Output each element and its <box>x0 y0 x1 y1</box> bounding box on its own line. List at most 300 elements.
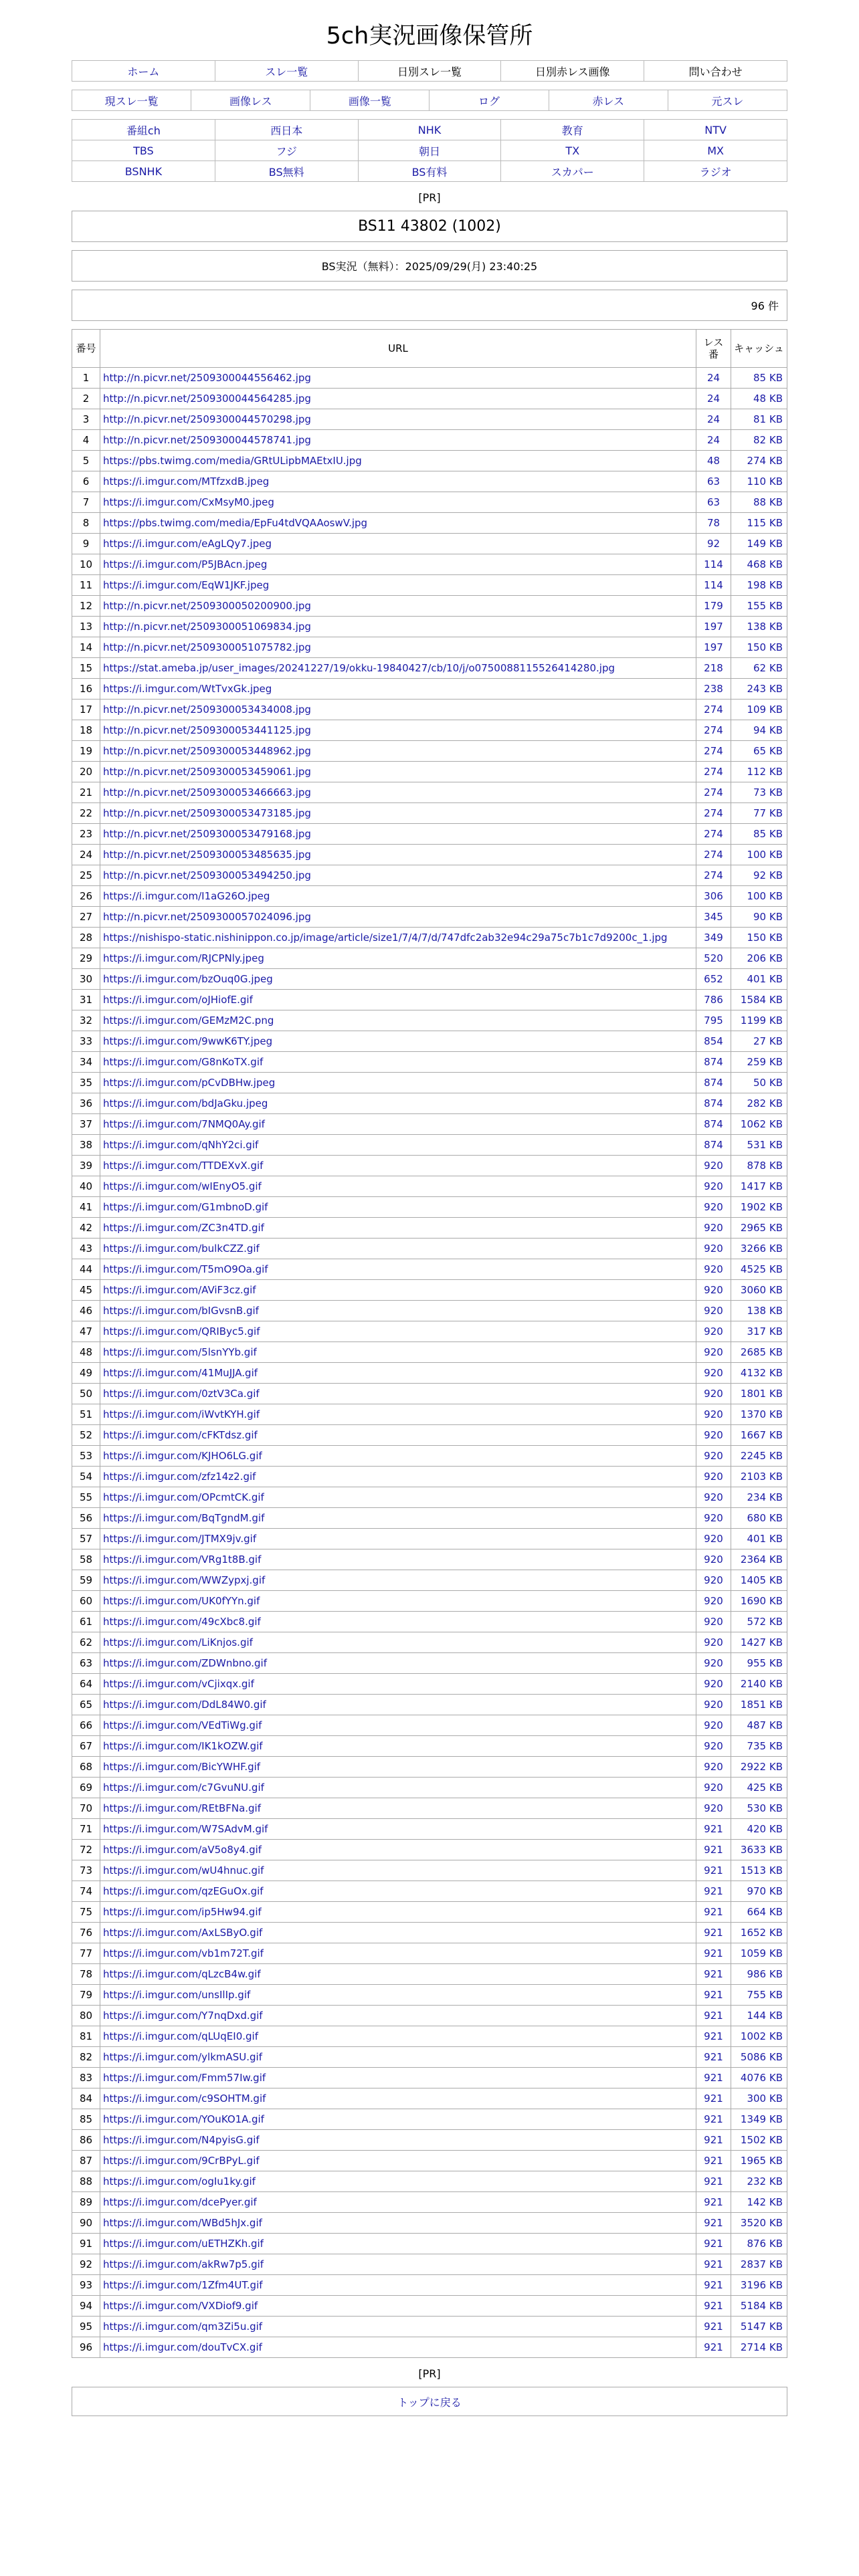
image-url-link[interactable]: http://n.picvr.net/2509300053485635.jpg <box>103 849 311 861</box>
image-url-cell[interactable] <box>100 948 696 969</box>
image-url-link[interactable]: https://i.imgur.com/OPcmtCK.gif <box>103 1491 264 1503</box>
cache-size-cell[interactable] <box>731 1902 787 1923</box>
image-url-cell[interactable] <box>100 658 696 679</box>
nav-current-threads[interactable] <box>72 90 191 111</box>
res-number-cell[interactable] <box>696 2068 731 2088</box>
cache-size-cell[interactable] <box>731 1674 787 1695</box>
image-url-cell[interactable] <box>100 2275 696 2296</box>
image-url-cell[interactable] <box>100 679 696 700</box>
image-url-link[interactable]: https://i.imgur.com/0ztV3Ca.gif <box>103 1388 260 1400</box>
cache-size-link[interactable]: 81 KB <box>753 413 783 425</box>
image-url-cell[interactable] <box>100 1467 696 1487</box>
res-number-link[interactable]: 921 <box>704 2258 723 2270</box>
cache-size-cell[interactable] <box>731 2192 787 2213</box>
cache-size-cell[interactable] <box>731 2317 787 2337</box>
image-url-cell[interactable] <box>100 969 696 990</box>
cache-size-cell[interactable] <box>731 720 787 741</box>
cache-size-cell[interactable] <box>731 2171 787 2192</box>
res-number-link[interactable]: 197 <box>704 641 723 653</box>
image-url-cell[interactable] <box>100 637 696 658</box>
res-number-cell[interactable] <box>696 575 731 596</box>
image-url-cell[interactable] <box>100 534 696 554</box>
cache-size-cell[interactable] <box>731 2130 787 2151</box>
cache-size-cell[interactable] <box>731 1860 787 1881</box>
cache-size-cell[interactable] <box>731 928 787 948</box>
image-url-cell[interactable] <box>100 700 696 720</box>
image-url-cell[interactable] <box>100 1902 696 1923</box>
res-number-link[interactable]: 921 <box>704 1968 723 1980</box>
image-url-cell[interactable] <box>100 1010 696 1031</box>
res-number-link[interactable]: 874 <box>704 1097 723 1109</box>
res-number-cell[interactable] <box>696 1467 731 1487</box>
image-url-cell[interactable] <box>100 1612 696 1632</box>
image-url-cell[interactable] <box>100 1778 696 1798</box>
cache-size-cell[interactable] <box>731 2254 787 2275</box>
cache-size-cell[interactable] <box>731 471 787 492</box>
res-number-link[interactable]: 920 <box>704 1222 723 1234</box>
cache-size-cell[interactable] <box>731 1073 787 1093</box>
cache-size-link[interactable]: 100 KB <box>747 849 783 861</box>
image-url-link[interactable]: https://i.imgur.com/bzOuq0G.jpeg <box>103 973 273 985</box>
cache-size-link[interactable]: 232 KB <box>747 2175 783 2187</box>
res-number-link[interactable]: 238 <box>704 683 723 695</box>
cache-size-link[interactable]: 1513 KB <box>740 1864 783 1876</box>
channel-cell[interactable] <box>644 161 787 182</box>
cache-size-cell[interactable] <box>731 492 787 513</box>
image-url-cell[interactable] <box>100 1280 696 1301</box>
res-number-link[interactable]: 920 <box>704 1450 723 1462</box>
res-number-cell[interactable] <box>696 1031 731 1052</box>
res-number-link[interactable]: 274 <box>704 849 723 861</box>
res-number-link[interactable]: 920 <box>704 1574 723 1586</box>
image-url-link[interactable]: https://i.imgur.com/EqW1JKF.jpeg <box>103 579 270 591</box>
nav-home-link[interactable]: ホーム <box>127 65 160 78</box>
image-url-cell[interactable] <box>100 409 696 430</box>
image-url-cell[interactable] <box>100 1570 696 1591</box>
image-url-link[interactable]: http://n.picvr.net/2509300057024096.jpg <box>103 911 311 923</box>
image-url-link[interactable]: https://i.imgur.com/BqTgndM.gif <box>103 1512 265 1524</box>
image-url-link[interactable]: https://i.imgur.com/vCjixqx.gif <box>103 1678 254 1690</box>
image-url-link[interactable]: https://i.imgur.com/5lsnYYb.gif <box>103 1346 257 1358</box>
image-url-cell[interactable] <box>100 1239 696 1259</box>
cache-size-cell[interactable] <box>731 430 787 451</box>
res-number-link[interactable]: 652 <box>704 973 723 985</box>
res-number-link[interactable]: 78 <box>706 517 721 529</box>
res-number-link[interactable]: 920 <box>704 1616 723 1628</box>
cache-size-link[interactable]: 1801 KB <box>740 1388 783 1400</box>
cache-size-link[interactable]: 88 KB <box>753 496 783 508</box>
cache-size-link[interactable]: 4132 KB <box>740 1367 783 1379</box>
res-number-cell[interactable] <box>696 1840 731 1860</box>
cache-size-cell[interactable] <box>731 2088 787 2109</box>
res-number-cell[interactable] <box>696 1736 731 1757</box>
image-url-link[interactable]: http://n.picvr.net/2509300044556462.jpg <box>103 372 311 384</box>
res-number-link[interactable]: 920 <box>704 1595 723 1607</box>
cache-size-cell[interactable] <box>731 1446 787 1467</box>
res-number-cell[interactable] <box>696 741 731 762</box>
cache-size-cell[interactable] <box>731 617 787 637</box>
cache-size-link[interactable]: 110 KB <box>747 475 783 488</box>
nav-log[interactable] <box>430 90 549 111</box>
res-number-link[interactable]: 274 <box>704 704 723 716</box>
image-url-link[interactable]: https://i.imgur.com/qLzcB4w.gif <box>103 1968 261 1980</box>
res-number-cell[interactable] <box>696 803 731 824</box>
image-url-link[interactable]: https://i.imgur.com/ip5Hw94.gif <box>103 1906 262 1918</box>
image-url-link[interactable]: https://stat.ameba.jp/user_images/20241227/19/okku-19840427/cb/10/j/o0750088115526414280.jpg <box>103 662 615 674</box>
cache-size-link[interactable]: 142 KB <box>747 2196 783 2208</box>
res-number-cell[interactable] <box>696 658 731 679</box>
cache-size-link[interactable]: 425 KB <box>747 1782 783 1794</box>
cache-size-link[interactable]: 664 KB <box>747 1906 783 1918</box>
image-url-cell[interactable] <box>100 907 696 928</box>
image-url-link[interactable]: https://i.imgur.com/WBd5hJx.gif <box>103 2217 262 2229</box>
image-url-link[interactable]: http://n.picvr.net/2509300044570298.jpg <box>103 413 311 425</box>
image-url-link[interactable]: https://i.imgur.com/P5JBAcn.jpeg <box>103 558 268 570</box>
cache-size-link[interactable]: 73 KB <box>753 786 783 798</box>
cache-size-link[interactable]: 5147 KB <box>740 2321 783 2333</box>
cache-size-link[interactable]: 1370 KB <box>740 1408 783 1420</box>
cache-size-link[interactable]: 2103 KB <box>740 1471 783 1483</box>
image-url-link[interactable]: http://n.picvr.net/2509300051069834.jpg <box>103 621 311 633</box>
image-url-link[interactable]: https://i.imgur.com/DdL84W0.gif <box>103 1699 266 1711</box>
cache-size-link[interactable]: 420 KB <box>747 1823 783 1835</box>
cache-size-link[interactable]: 4525 KB <box>740 1263 783 1275</box>
image-url-link[interactable]: https://i.imgur.com/WtTvxGk.jpeg <box>103 683 272 695</box>
cache-size-link[interactable]: 2140 KB <box>740 1678 783 1690</box>
res-number-link[interactable]: 920 <box>704 1408 723 1420</box>
image-url-cell[interactable] <box>100 1052 696 1073</box>
image-url-cell[interactable] <box>100 430 696 451</box>
cache-size-cell[interactable] <box>731 1052 787 1073</box>
image-url-link[interactable]: https://i.imgur.com/7NMQ0Ay.gif <box>103 1118 265 1130</box>
cache-size-cell[interactable] <box>731 1280 787 1301</box>
res-number-link[interactable]: 114 <box>704 558 723 570</box>
image-url-link[interactable]: https://i.imgur.com/aV5o8y4.gif <box>103 1844 262 1856</box>
res-number-cell[interactable] <box>696 1114 731 1135</box>
image-url-link[interactable]: https://i.imgur.com/GEMzM2C.png <box>103 1014 274 1027</box>
res-number-link[interactable]: 274 <box>704 828 723 840</box>
image-url-link[interactable]: http://n.picvr.net/2509300053494250.jpg <box>103 869 311 881</box>
cache-size-cell[interactable] <box>731 1114 787 1135</box>
res-number-cell[interactable] <box>696 1239 731 1259</box>
cache-size-link[interactable]: 138 KB <box>747 1305 783 1317</box>
res-number-cell[interactable] <box>696 1715 731 1736</box>
channel-link[interactable]: 朝日 <box>418 144 440 158</box>
cache-size-link[interactable]: 1667 KB <box>740 1429 783 1441</box>
image-url-cell[interactable] <box>100 2171 696 2192</box>
res-number-cell[interactable] <box>696 720 731 741</box>
res-number-cell[interactable] <box>696 2213 731 2234</box>
image-url-cell[interactable] <box>100 845 696 865</box>
cache-size-cell[interactable] <box>731 886 787 907</box>
image-url-link[interactable]: https://pbs.twimg.com/media/GRtULipbMAEtxIU.jpg <box>103 455 362 467</box>
res-number-link[interactable]: 921 <box>704 2321 723 2333</box>
image-url-cell[interactable] <box>100 782 696 803</box>
res-number-link[interactable]: 306 <box>704 890 723 902</box>
cache-size-link[interactable]: 149 KB <box>747 538 783 550</box>
cache-size-cell[interactable] <box>731 907 787 928</box>
cache-size-link[interactable]: 4076 KB <box>740 2072 783 2084</box>
nav-image-list-link[interactable]: 画像一覧 <box>348 94 391 108</box>
channel-cell[interactable] <box>644 140 787 161</box>
cache-size-cell[interactable] <box>731 700 787 720</box>
cache-size-cell[interactable] <box>731 1923 787 1943</box>
res-number-cell[interactable] <box>696 1964 731 1985</box>
cache-size-cell[interactable] <box>731 596 787 617</box>
res-number-link[interactable]: 48 <box>706 455 721 467</box>
image-url-cell[interactable] <box>100 2213 696 2234</box>
cache-size-link[interactable]: 100 KB <box>747 890 783 902</box>
image-url-link[interactable]: https://i.imgur.com/VXDiof9.gif <box>103 2300 258 2312</box>
image-url-link[interactable]: https://i.imgur.com/unsIlIp.gif <box>103 1989 251 2001</box>
res-number-link[interactable]: 274 <box>704 766 723 778</box>
image-url-cell[interactable] <box>100 554 696 575</box>
res-number-link[interactable]: 274 <box>704 745 723 757</box>
cache-size-link[interactable]: 468 KB <box>747 558 783 570</box>
res-number-cell[interactable] <box>696 554 731 575</box>
res-number-cell[interactable] <box>696 1321 731 1342</box>
cache-size-link[interactable]: 1902 KB <box>740 1201 783 1213</box>
image-url-link[interactable]: https://i.imgur.com/KJHO6LG.gif <box>103 1450 262 1462</box>
image-url-link[interactable]: https://i.imgur.com/bdJaGku.jpeg <box>103 1097 268 1109</box>
res-number-cell[interactable] <box>696 1384 731 1404</box>
cache-size-cell[interactable] <box>731 1093 787 1114</box>
cache-size-cell[interactable] <box>731 2068 787 2088</box>
res-number-link[interactable]: 274 <box>704 786 723 798</box>
cache-size-cell[interactable] <box>731 1384 787 1404</box>
res-number-cell[interactable] <box>696 1073 731 1093</box>
cache-size-link[interactable]: 90 KB <box>753 911 783 923</box>
cache-size-cell[interactable] <box>731 1943 787 1964</box>
image-url-cell[interactable] <box>100 1632 696 1653</box>
res-number-link[interactable]: 920 <box>704 1678 723 1690</box>
cache-size-link[interactable]: 259 KB <box>747 1056 783 1068</box>
res-number-cell[interactable] <box>696 782 731 803</box>
res-number-cell[interactable] <box>696 1342 731 1363</box>
image-url-cell[interactable] <box>100 1176 696 1197</box>
cache-size-link[interactable]: 487 KB <box>747 1719 783 1731</box>
cache-size-cell[interactable] <box>731 1612 787 1632</box>
cache-size-link[interactable]: 986 KB <box>747 1968 783 1980</box>
image-url-link[interactable]: https://i.imgur.com/iWvtKYH.gif <box>103 1408 260 1420</box>
cache-size-link[interactable]: 300 KB <box>747 2092 783 2105</box>
image-url-cell[interactable] <box>100 1218 696 1239</box>
image-url-cell[interactable] <box>100 1860 696 1881</box>
res-number-cell[interactable] <box>696 1404 731 1425</box>
cache-size-cell[interactable] <box>731 803 787 824</box>
cache-size-link[interactable]: 144 KB <box>747 2010 783 2022</box>
cache-size-cell[interactable] <box>731 679 787 700</box>
cache-size-link[interactable]: 878 KB <box>747 1160 783 1172</box>
image-url-link[interactable]: https://i.imgur.com/ogIu1ky.gif <box>103 2175 256 2187</box>
cache-size-link[interactable]: 1059 KB <box>740 1947 783 1959</box>
res-number-cell[interactable] <box>696 1902 731 1923</box>
cache-size-link[interactable]: 1652 KB <box>740 1927 783 1939</box>
res-number-cell[interactable] <box>696 928 731 948</box>
image-url-link[interactable]: https://pbs.twimg.com/media/EpFu4tdVQAAoswV.jpg <box>103 517 368 529</box>
cache-size-link[interactable]: 2245 KB <box>740 1450 783 1462</box>
res-number-link[interactable]: 24 <box>706 413 721 425</box>
image-url-link[interactable]: https://i.imgur.com/akRw7p5.gif <box>103 2258 264 2270</box>
cache-size-cell[interactable] <box>731 1695 787 1715</box>
res-number-link[interactable]: 920 <box>704 1243 723 1255</box>
res-number-cell[interactable] <box>696 2006 731 2026</box>
res-number-link[interactable]: 921 <box>704 2134 723 2146</box>
image-url-cell[interactable] <box>100 1819 696 1840</box>
res-number-cell[interactable] <box>696 2275 731 2296</box>
cache-size-link[interactable]: 150 KB <box>747 932 783 944</box>
cache-size-cell[interactable] <box>731 1467 787 1487</box>
cache-size-cell[interactable] <box>731 1031 787 1052</box>
image-url-link[interactable]: https://i.imgur.com/uETHZKh.gif <box>103 2238 264 2250</box>
res-number-cell[interactable] <box>696 492 731 513</box>
image-url-cell[interactable] <box>100 865 696 886</box>
image-url-cell[interactable] <box>100 2234 696 2254</box>
image-url-cell[interactable] <box>100 2068 696 2088</box>
res-number-link[interactable]: 874 <box>704 1077 723 1089</box>
res-number-cell[interactable] <box>696 948 731 969</box>
cache-size-cell[interactable] <box>731 451 787 471</box>
res-number-link[interactable]: 920 <box>704 1180 723 1192</box>
cache-size-cell[interactable] <box>731 782 787 803</box>
image-url-cell[interactable] <box>100 2254 696 2275</box>
cache-size-cell[interactable] <box>731 1757 787 1778</box>
res-number-cell[interactable] <box>696 969 731 990</box>
cache-size-cell[interactable] <box>731 534 787 554</box>
cache-size-cell[interactable] <box>731 389 787 409</box>
res-number-cell[interactable] <box>696 513 731 534</box>
res-number-link[interactable]: 920 <box>704 1429 723 1441</box>
res-number-link[interactable]: 349 <box>704 932 723 944</box>
image-url-cell[interactable] <box>100 1404 696 1425</box>
cache-size-cell[interactable] <box>731 2047 787 2068</box>
cache-size-link[interactable]: 1851 KB <box>740 1699 783 1711</box>
res-number-link[interactable]: 24 <box>706 393 721 405</box>
res-number-link[interactable]: 274 <box>704 724 723 736</box>
res-number-cell[interactable] <box>696 1446 731 1467</box>
image-url-link[interactable]: https://i.imgur.com/VRg1t8B.gif <box>103 1553 262 1566</box>
res-number-cell[interactable] <box>696 534 731 554</box>
image-url-link[interactable]: http://n.picvr.net/2509300053434008.jpg <box>103 704 311 716</box>
res-number-link[interactable]: 920 <box>704 1782 723 1794</box>
res-number-cell[interactable] <box>696 2317 731 2337</box>
cache-size-cell[interactable] <box>731 554 787 575</box>
nav-log-link[interactable]: ログ <box>478 94 500 108</box>
cache-size-cell[interactable] <box>731 1715 787 1736</box>
image-url-cell[interactable] <box>100 2296 696 2317</box>
res-number-cell[interactable] <box>696 1653 731 1674</box>
image-url-link[interactable]: https://i.imgur.com/wIEnyO5.gif <box>103 1180 262 1192</box>
image-url-cell[interactable] <box>100 2026 696 2047</box>
cache-size-cell[interactable] <box>731 1985 787 2006</box>
res-number-cell[interactable] <box>696 1819 731 1840</box>
image-url-cell[interactable] <box>100 513 696 534</box>
res-number-link[interactable]: 920 <box>704 1699 723 1711</box>
res-number-cell[interactable] <box>696 1259 731 1280</box>
image-url-link[interactable]: https://i.imgur.com/qm3Zi5u.gif <box>103 2321 263 2333</box>
image-url-cell[interactable] <box>100 2317 696 2337</box>
cache-size-cell[interactable] <box>731 1425 787 1446</box>
cache-size-cell[interactable] <box>731 637 787 658</box>
image-url-link[interactable]: https://i.imgur.com/c7GvuNU.gif <box>103 1782 264 1794</box>
image-url-link[interactable]: https://i.imgur.com/UK0fYYn.gif <box>103 1595 260 1607</box>
cache-size-cell[interactable] <box>731 1176 787 1197</box>
image-url-link[interactable]: http://n.picvr.net/2509300053459061.jpg <box>103 766 311 778</box>
res-number-link[interactable]: 920 <box>704 1201 723 1213</box>
image-url-link[interactable]: https://i.imgur.com/qLUqEI0.gif <box>103 2030 258 2042</box>
image-url-cell[interactable] <box>100 1259 696 1280</box>
cache-size-cell[interactable] <box>731 2337 787 2358</box>
res-number-cell[interactable] <box>696 1591 731 1612</box>
nav-image-res[interactable] <box>191 90 310 111</box>
res-number-cell[interactable] <box>696 2151 731 2171</box>
res-number-cell[interactable] <box>696 679 731 700</box>
res-number-link[interactable]: 345 <box>704 911 723 923</box>
res-number-cell[interactable] <box>696 1093 731 1114</box>
cache-size-cell[interactable] <box>731 409 787 430</box>
cache-size-cell[interactable] <box>731 513 787 534</box>
cache-size-link[interactable]: 1062 KB <box>740 1118 783 1130</box>
cache-size-cell[interactable] <box>731 1591 787 1612</box>
channel-link[interactable]: ラジオ <box>699 165 732 179</box>
cache-size-cell[interactable] <box>731 1156 787 1176</box>
cache-size-cell[interactable] <box>731 1570 787 1591</box>
cache-size-cell[interactable] <box>731 2109 787 2130</box>
res-number-cell[interactable] <box>696 1612 731 1632</box>
res-number-cell[interactable] <box>696 2047 731 2068</box>
cache-size-link[interactable]: 3196 KB <box>740 2279 783 2291</box>
cache-size-link[interactable]: 531 KB <box>747 1139 783 1151</box>
cache-size-cell[interactable] <box>731 575 787 596</box>
image-url-link[interactable]: http://n.picvr.net/2509300053448962.jpg <box>103 745 311 757</box>
image-url-cell[interactable] <box>100 1425 696 1446</box>
res-number-cell[interactable] <box>696 2192 731 2213</box>
cache-size-link[interactable]: 2837 KB <box>740 2258 783 2270</box>
nav-image-res-link[interactable]: 画像レス <box>229 94 272 108</box>
cache-size-link[interactable]: 3520 KB <box>740 2217 783 2229</box>
res-number-cell[interactable] <box>696 1425 731 1446</box>
image-url-link[interactable]: https://i.imgur.com/1Zfm4UT.gif <box>103 2279 263 2291</box>
cache-size-link[interactable]: 735 KB <box>747 1740 783 1752</box>
res-number-link[interactable]: 921 <box>704 2113 723 2125</box>
res-number-cell[interactable] <box>696 1674 731 1695</box>
nav-red-res-link[interactable]: 赤レス <box>592 94 624 108</box>
cache-size-cell[interactable] <box>731 1508 787 1529</box>
image-url-cell[interactable] <box>100 1156 696 1176</box>
cache-size-cell[interactable] <box>731 2213 787 2234</box>
res-number-link[interactable]: 921 <box>704 2092 723 2105</box>
res-number-link[interactable]: 920 <box>704 1802 723 1814</box>
image-url-link[interactable]: https://i.imgur.com/ZC3n4TD.gif <box>103 1222 264 1234</box>
cache-size-cell[interactable] <box>731 1840 787 1860</box>
image-url-cell[interactable] <box>100 1549 696 1570</box>
cache-size-link[interactable]: 2685 KB <box>740 1346 783 1358</box>
res-number-link[interactable]: 920 <box>704 1471 723 1483</box>
image-url-cell[interactable] <box>100 1591 696 1612</box>
res-number-cell[interactable] <box>696 389 731 409</box>
res-number-cell[interactable] <box>696 1985 731 2006</box>
res-number-cell[interactable] <box>696 1778 731 1798</box>
res-number-link[interactable]: 920 <box>704 1284 723 1296</box>
cache-size-cell[interactable] <box>731 1549 787 1570</box>
res-number-link[interactable]: 921 <box>704 2217 723 2229</box>
channel-cell[interactable] <box>72 140 215 161</box>
cache-size-cell[interactable] <box>731 1342 787 1363</box>
image-url-link[interactable]: https://i.imgur.com/LiKnjos.gif <box>103 1636 253 1648</box>
res-number-cell[interactable] <box>696 2296 731 2317</box>
cache-size-link[interactable]: 198 KB <box>747 579 783 591</box>
res-number-cell[interactable] <box>696 596 731 617</box>
